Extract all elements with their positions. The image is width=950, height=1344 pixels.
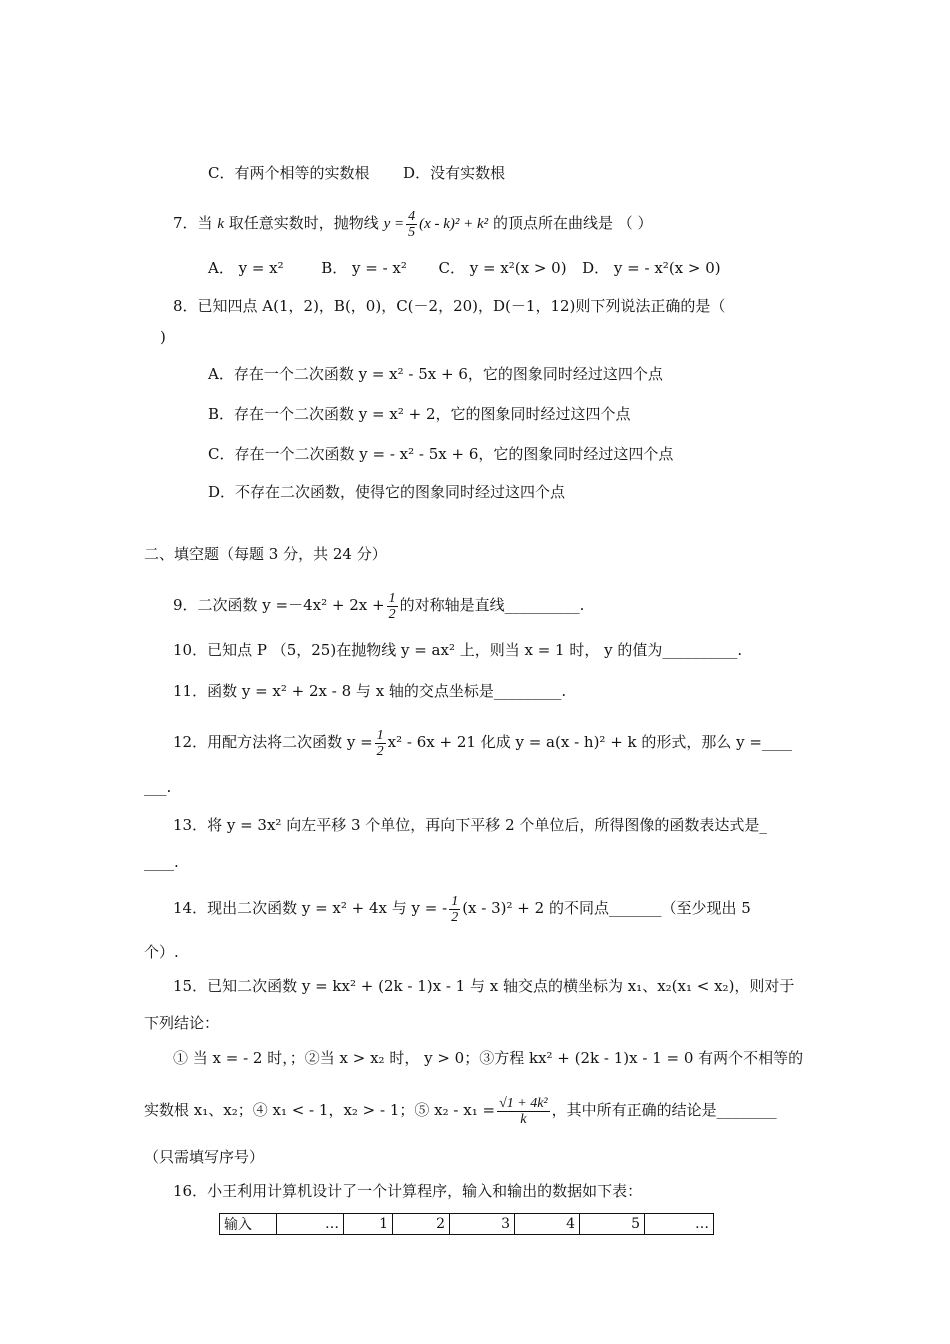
q7-fraction (406, 209, 417, 240)
q10: 10．已知点 P （5，25)在抛物线 y = ax² 上，则当 x = 1 时， y 的值为__________. (173, 641, 743, 659)
q12-cont: ___. (144, 778, 172, 796)
q6-option-d: D．没有实数根 (403, 164, 506, 182)
q7-expr: (x - k)² + k² (419, 216, 489, 232)
q7-stem (173, 208, 653, 240)
table-cell: 4 (515, 1214, 580, 1235)
q14-fraction (449, 894, 460, 925)
q7-stem-post: 的顶点所在曲线是 （ ） (492, 214, 653, 232)
q7-option-d: D． y = - x²(x > 0) (582, 259, 721, 277)
q14-frac-den: 2 (451, 909, 459, 925)
q7-frac-num: 4 (408, 208, 416, 224)
q15-line2: 下列结论： (144, 1014, 220, 1032)
q8-option-b: B．存在一个二次函数 y = x² + 2，它的图象同时经过这四个点 (208, 405, 631, 423)
q15-line3: ① 当 x = - 2 时，；②当 x > x₂ 时， y > 0；③方程 kx² + (2k - 1)x - 1 = 0 有两个不相等的 (173, 1049, 804, 1067)
q9-fraction (387, 591, 398, 622)
table-cell: … (645, 1214, 714, 1235)
q14 (173, 893, 751, 925)
q9-frac-den: 2 (388, 606, 396, 622)
q14-cont: 个）. (144, 943, 179, 961)
io-table (219, 1213, 714, 1235)
table-cell: 5 (580, 1214, 645, 1235)
q7-options (208, 258, 721, 278)
q12-fraction (375, 728, 386, 759)
q15-line4 (144, 1093, 777, 1127)
q13-line2: ____. (144, 853, 179, 871)
q9-frac-num: 1 (388, 590, 396, 606)
q8-option-d: D．不存在二次函数，使得它的图象同时经过这四个点 (208, 483, 566, 501)
q15-sqrt-num: √1 + 4k² (499, 1095, 548, 1111)
q15-line4-post: ，其中所有正确的结论是________ (551, 1101, 777, 1119)
table-cell: … (277, 1214, 344, 1235)
q12-pre: 12．用配方法将二次函数 y = (173, 733, 373, 751)
q7-frac-den: 5 (408, 224, 416, 240)
q13-line1: 13．将 y = 3x² 向左平移 3 个单位，再向下平移 2 个单位后，所得图像的函数表达式是_ (173, 816, 767, 834)
q12-frac-num: 1 (376, 727, 384, 743)
q14-pre: 14．现出二次函数 y = x² + 4x 与 y = - (173, 899, 448, 917)
q15-line4-pre: 实数根 x₁、x₂；④ x₁ < - 1，x₂ > - 1；⑤ x₂ - x₁ = (144, 1101, 496, 1119)
q15-sqrt-den: k (520, 1111, 527, 1127)
q15-sqrt-fraction (497, 1096, 550, 1127)
q7-option-a: A． y = x² (208, 259, 284, 277)
q7-y-eq: y = (383, 216, 405, 232)
q8-stem-cont: ) (160, 328, 166, 346)
q14-post: (x - 3)² + 2 的不同点_______（至少现出 5 (462, 899, 751, 917)
q8-option-a: A．存在一个二次函数 y = x² - 5x + 6，它的图象同时经过这四个点 (208, 365, 663, 383)
q9 (173, 590, 584, 622)
q9-pre: 9．二次函数 y =－4x² + 2x + (173, 596, 385, 614)
q6-options (208, 163, 505, 183)
q7-k: k (217, 216, 224, 232)
q15-line5: （只需填写序号） (144, 1148, 265, 1166)
q7-option-b: B． y = - x² (321, 259, 407, 277)
section-heading: 二、填空题（每题 3 分，共 24 分） (144, 545, 387, 563)
table-cell: 输入 (220, 1214, 277, 1235)
table-row (220, 1214, 714, 1235)
q12-frac-den: 2 (376, 743, 384, 759)
q6-option-c: C．有两个相等的实数根 (208, 164, 370, 182)
q14-frac-num: 1 (451, 893, 459, 909)
table-cell: 1 (344, 1214, 393, 1235)
q8-option-c: C．存在一个二次函数 y = - x² - 5x + 6，它的图象同时经过这四个点 (208, 445, 674, 463)
q8-stem: 8．已知四点 A(1，2)，B(，0)，C(－2，20)，D(－1，12)则下列说法正确的是（ (173, 297, 726, 315)
q16-stem: 16．小王利用计算机设计了一个计算程序，输入和输出的数据如下表： (173, 1182, 643, 1200)
q12-post: x² - 6x + 21 化成 y = a(x - h)² + k 的形式，那么 y =____ (387, 733, 792, 751)
q7-option-c: C． y = x²(x > 0) (438, 259, 567, 277)
q7-stem-pre: 7．当 (173, 214, 213, 232)
q9-post: 的对称轴是直线__________. (399, 596, 585, 614)
q12 (173, 727, 792, 759)
table-cell: 2 (393, 1214, 450, 1235)
table-cell: 3 (450, 1214, 515, 1235)
q7-stem-mid: 取任意实数时，抛物线 (228, 214, 379, 232)
q15-line1: 15．已知二次函数 y = kx² + (2k - 1)x - 1 与 x 轴交点的横坐标为 x₁、x₂(x₁ < x₂)，则对于 (173, 977, 795, 995)
q11: 11．函数 y = x² + 2x - 8 与 x 轴的交点坐标是_________. (173, 682, 567, 700)
